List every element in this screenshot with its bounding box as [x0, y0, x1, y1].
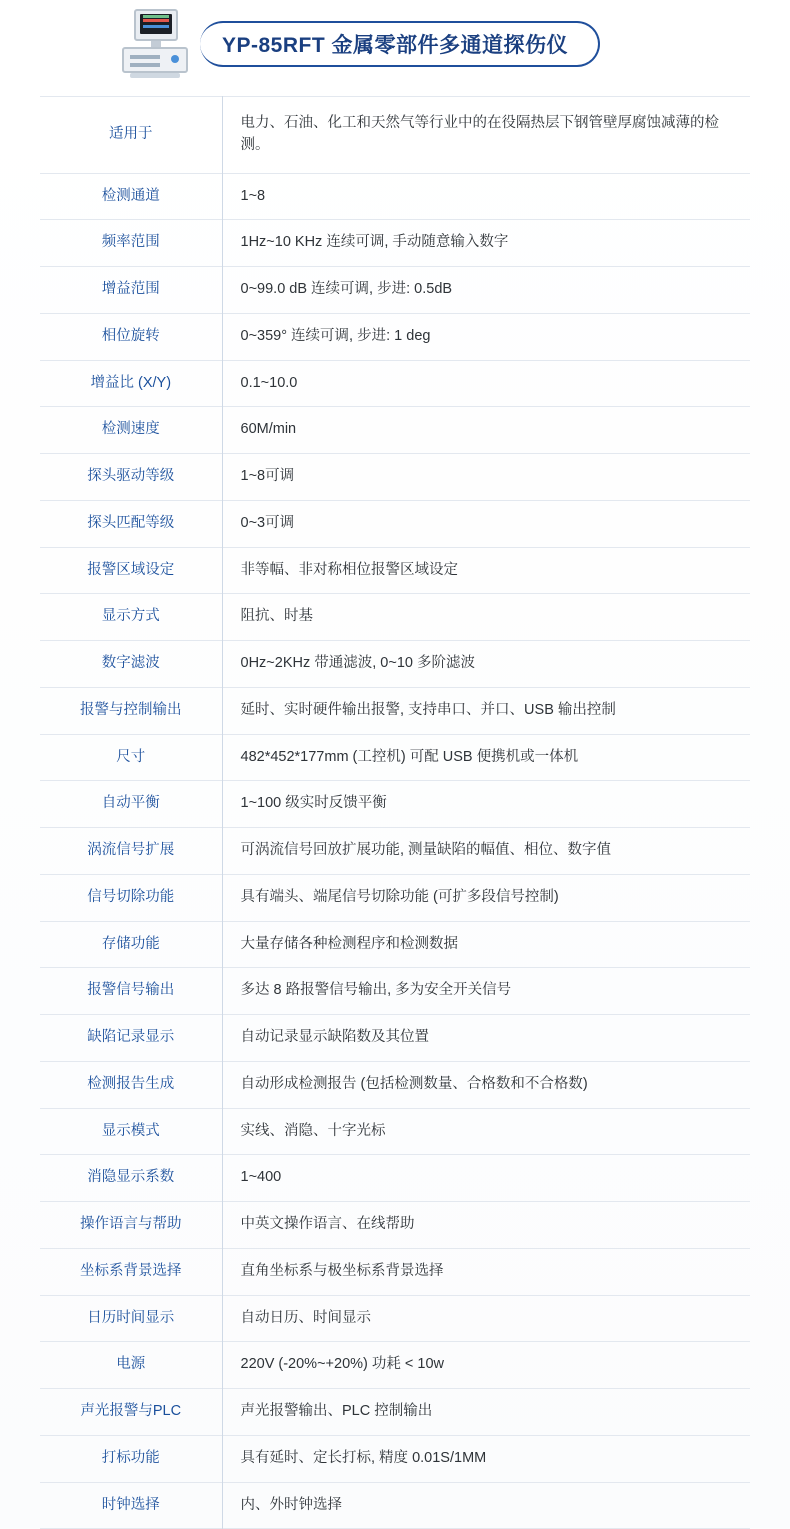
spec-label: 检测速度 — [40, 407, 222, 454]
table-row — [40, 1295, 750, 1342]
table-row — [40, 734, 750, 781]
spec-value: 220V (-20%~+20%) 功耗 < 10w — [240, 1356, 445, 1373]
spec-label: 增益比 (X/Y) — [40, 360, 222, 407]
table-row — [40, 1435, 750, 1482]
instrument-icon — [118, 9, 192, 79]
spec-label: 报警与控制输出 — [40, 687, 222, 734]
table-row — [40, 594, 750, 641]
table-row — [40, 173, 750, 220]
specification-table — [40, 96, 750, 1529]
spec-label: 声光报警与PLC — [40, 1389, 222, 1436]
spec-value: 非等幅、非对称相位报警区域设定 — [240, 561, 458, 578]
spec-value: 0Hz~2KHz 带通滤波, 0~10 多阶滤波 — [240, 655, 475, 671]
spec-value: 1~8可调 — [240, 468, 295, 484]
table-row — [40, 313, 750, 360]
spec-value: 可涡流信号回放扩展功能, 测量缺陷的幅值、相位、数字值 — [240, 842, 612, 858]
table-row — [40, 1108, 750, 1155]
table-row — [40, 500, 750, 547]
spec-value: 1~400 — [240, 1169, 282, 1186]
spec-value: 1Hz~10 KHz 连续可调, 手动随意输入数字 — [240, 234, 509, 251]
monitor-shape — [134, 9, 178, 41]
spec-value: 大量存储各种检测程序和检测数据 — [240, 935, 458, 952]
spec-label: 信号切除功能 — [40, 874, 222, 921]
table-row — [40, 267, 750, 314]
spec-label: 探头驱动等级 — [40, 454, 222, 501]
spec-label: 报警信号输出 — [40, 968, 222, 1015]
spec-label: 报警区域设定 — [40, 547, 222, 594]
table-row — [40, 641, 750, 688]
spec-value: 自动记录显示缺陷数及其位置 — [240, 1029, 429, 1045]
page-title: YP-85RFT 金属零部件多通道探伤仪 — [222, 34, 569, 57]
spec-label: 存储功能 — [40, 921, 222, 968]
table-row — [40, 921, 750, 968]
table-row — [40, 1061, 750, 1108]
spec-label: 坐标系背景选择 — [40, 1248, 222, 1295]
spec-label: 时钟选择 — [40, 1482, 222, 1529]
spec-label: 显示方式 — [40, 594, 222, 641]
spec-label: 日历时间显示 — [40, 1295, 222, 1342]
spec-label: 增益范围 — [40, 267, 222, 314]
spec-value: 多达 8 路报警信号输出, 多为安全开关信号 — [240, 982, 512, 999]
spec-label: 涡流信号扩展 — [40, 828, 222, 875]
table-row — [40, 220, 750, 267]
spec-value: 1~8 — [240, 187, 266, 204]
table-row — [40, 687, 750, 734]
title-pill — [200, 21, 600, 67]
table-row — [40, 1202, 750, 1249]
spec-value: 0~3可调 — [240, 514, 295, 531]
table-row — [40, 1482, 750, 1529]
spec-value: 具有延时、定长打标, 精度 0.01S/1MM — [240, 1449, 487, 1466]
table-row — [40, 454, 750, 501]
spec-label: 探头匹配等级 — [40, 500, 222, 547]
spec-label: 缺陷记录显示 — [40, 1015, 222, 1062]
chassis-shape — [122, 47, 188, 73]
specification-table-body — [40, 97, 750, 1529]
table-row — [40, 1248, 750, 1295]
spec-label: 操作语言与帮助 — [40, 1202, 222, 1249]
monitor-screen-shape — [140, 14, 172, 34]
spec-value: 声光报警输出、PLC 控制输出 — [240, 1403, 433, 1419]
spec-label: 相位旋转 — [40, 313, 222, 360]
table-row — [40, 407, 750, 454]
table-row — [40, 547, 750, 594]
spec-value: 中英文操作语言、在线帮助 — [240, 1216, 415, 1232]
table-row — [40, 1015, 750, 1062]
table-row — [40, 781, 750, 828]
spec-value: 延时、实时硬件输出报警, 支持串口、并口、USB 输出控制 — [240, 701, 616, 718]
table-row — [40, 968, 750, 1015]
spec-label: 显示模式 — [40, 1108, 222, 1155]
table-row — [40, 1342, 750, 1389]
spec-value: 60M/min — [240, 421, 297, 438]
spec-value: 内、外时钟选择 — [240, 1496, 342, 1513]
table-row — [40, 360, 750, 407]
spec-label: 检测报告生成 — [40, 1061, 222, 1108]
table-row — [40, 1155, 750, 1202]
spec-value: 0.1~10.0 — [240, 374, 298, 391]
spec-value: 实线、消隐、十字光标 — [240, 1122, 386, 1139]
spec-value: 具有端头、端尾信号切除功能 (可扩多段信号控制) — [240, 888, 559, 905]
chassis-base-shape — [130, 73, 180, 78]
table-row — [40, 874, 750, 921]
page-header — [0, 0, 790, 86]
spec-value: 直角坐标系与极坐标系背景选择 — [240, 1262, 444, 1279]
table-row — [40, 1389, 750, 1436]
spec-value: 电力、石油、化工和天然气等行业中的在役隔热层下钢管壁厚腐蚀减薄的检测。 — [240, 115, 719, 153]
spec-label: 适用于 — [40, 97, 222, 174]
spec-value: 1~100 级实时反馈平衡 — [240, 795, 387, 812]
spec-label: 频率范围 — [40, 220, 222, 267]
spec-label: 尺寸 — [40, 734, 222, 781]
spec-label: 检测通道 — [40, 173, 222, 220]
spec-value: 阻抗、时基 — [240, 608, 313, 625]
spec-value: 自动形成检测报告 (包括检测数量、合格数和不合格数) — [240, 1075, 588, 1092]
spec-label: 打标功能 — [40, 1435, 222, 1482]
spec-value: 自动日历、时间显示 — [240, 1309, 371, 1326]
spec-label: 自动平衡 — [40, 781, 222, 828]
spec-label: 电源 — [40, 1342, 222, 1389]
table-row — [40, 97, 750, 174]
spec-value: 0~359° 连续可调, 步进: 1 deg — [240, 327, 431, 344]
table-row — [40, 828, 750, 875]
spec-value: 482*452*177mm (工控机) 可配 USB 便携机或一体机 — [240, 748, 579, 765]
spec-label: 数字滤波 — [40, 641, 222, 688]
spec-value: 0~99.0 dB 连续可调, 步进: 0.5dB — [240, 281, 453, 297]
spec-label: 消隐显示系数 — [40, 1155, 222, 1202]
